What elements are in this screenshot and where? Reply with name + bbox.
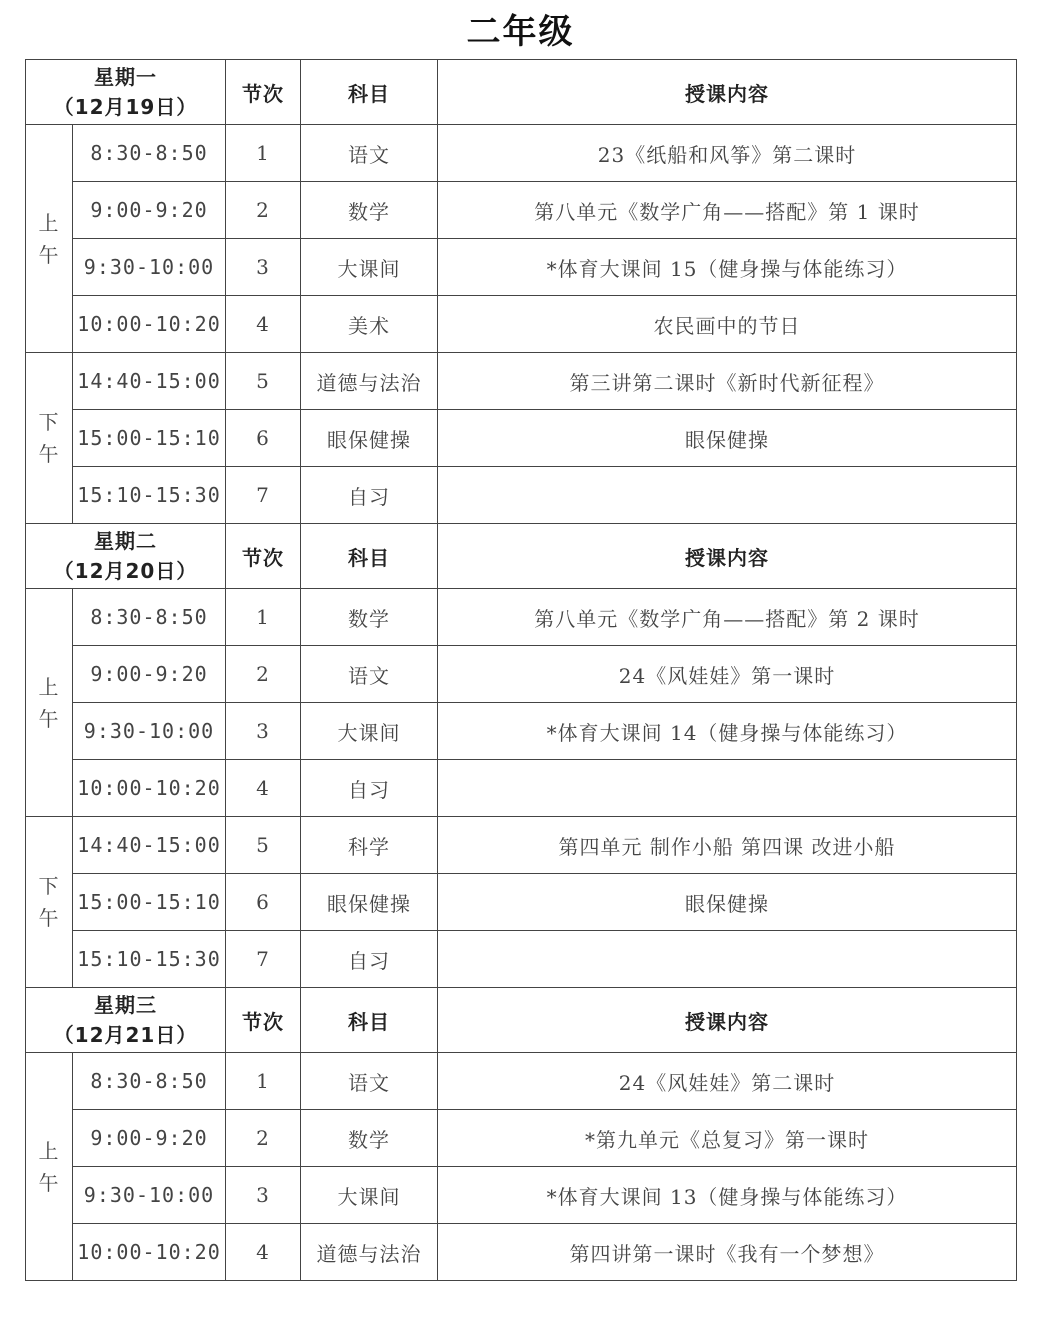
period-cell: 4 [226,760,301,817]
period-cell: 2 [226,1110,301,1167]
period-cell: 5 [226,353,301,410]
time-cell: 8:30-8:50 [73,1053,226,1110]
table-row [26,1167,1017,1224]
period-cell: 3 [226,239,301,296]
table-row [26,353,1017,410]
day-header-row [26,524,1017,589]
period-cell: 3 [226,703,301,760]
period-cell: 2 [226,182,301,239]
content-cell: *体育大课间 15（健身操与体能练习） [438,239,1017,296]
weekday-label: 星期一 [94,65,157,89]
content-cell: 第四讲第一课时《我有一个梦想》 [438,1224,1017,1281]
time-cell: 15:10-15:30 [73,931,226,988]
time-cell: 9:30-10:00 [73,239,226,296]
half-day-cell [26,1053,73,1281]
content-header: 授课内容 [438,60,1017,125]
period-cell: 1 [226,125,301,182]
time-cell: 14:40-15:00 [73,353,226,410]
content-cell: *体育大课间 14（健身操与体能练习） [438,703,1017,760]
content-header: 授课内容 [438,524,1017,589]
subject-header: 科目 [301,60,438,125]
content-cell [438,931,1017,988]
half-day-char: 午 [38,442,60,466]
table-row [26,646,1017,703]
time-cell: 8:30-8:50 [73,125,226,182]
period-cell: 2 [226,646,301,703]
table-row [26,410,1017,467]
period-cell: 6 [226,874,301,931]
subject-header: 科目 [301,988,438,1053]
period-cell: 5 [226,817,301,874]
content-cell [438,467,1017,524]
subject-cell: 数学 [301,589,438,646]
half-day-cell [26,125,73,353]
period-header: 节次 [226,524,301,589]
period-cell: 4 [226,1224,301,1281]
period-cell: 1 [226,1053,301,1110]
table-row [26,182,1017,239]
period-cell: 1 [226,589,301,646]
period-cell: 7 [226,467,301,524]
half-day-cell [26,817,73,988]
day-header-row [26,60,1017,125]
subject-cell: 大课间 [301,239,438,296]
day-date-cell [26,988,226,1053]
time-cell: 15:00-15:10 [73,874,226,931]
time-cell: 9:00-9:20 [73,646,226,703]
weekday-label: 星期二 [94,529,157,553]
content-cell [438,760,1017,817]
subject-cell: 自习 [301,467,438,524]
time-cell: 10:00-10:20 [73,296,226,353]
subject-cell: 自习 [301,760,438,817]
content-cell: 24《风娃娃》第一课时 [438,646,1017,703]
half-day-cell [26,353,73,524]
table-row [26,1053,1017,1110]
half-day-cell [26,589,73,817]
content-cell: 第四单元 制作小船 第四课 改进小船 [438,817,1017,874]
table-row [26,703,1017,760]
content-cell: 农民画中的节日 [438,296,1017,353]
content-cell: *体育大课间 13（健身操与体能练习） [438,1167,1017,1224]
half-day-char: 下 [38,410,60,434]
table-row [26,125,1017,182]
half-day-char: 上 [38,674,60,699]
date-label: （12月20日） [53,559,198,583]
period-cell: 6 [226,410,301,467]
half-day-char: 上 [38,210,60,235]
period-cell: 7 [226,931,301,988]
subject-cell: 道德与法治 [301,353,438,410]
subject-cell: 数学 [301,1110,438,1167]
subject-cell: 眼保健操 [301,410,438,467]
content-cell: 眼保健操 [438,874,1017,931]
content-cell: 第八单元《数学广角——搭配》第 2 课时 [438,589,1017,646]
subject-cell: 大课间 [301,1167,438,1224]
date-label: （12月19日） [53,95,198,119]
time-cell: 10:00-10:20 [73,760,226,817]
half-day-char: 午 [38,706,60,731]
day-date-cell [26,60,226,125]
subject-header: 科目 [301,524,438,589]
time-cell: 9:30-10:00 [73,1167,226,1224]
period-cell: 3 [226,1167,301,1224]
time-cell: 15:00-15:10 [73,410,226,467]
content-cell: 23《纸船和风筝》第二课时 [438,125,1017,182]
content-header: 授课内容 [438,988,1017,1053]
table-row [26,1224,1017,1281]
table-row [26,296,1017,353]
period-header: 节次 [226,60,301,125]
period-cell: 4 [226,296,301,353]
table-row [26,239,1017,296]
table-row [26,467,1017,524]
table-row [26,817,1017,874]
time-cell: 9:00-9:20 [73,1110,226,1167]
subject-cell: 数学 [301,182,438,239]
subject-cell: 科学 [301,817,438,874]
table-row [26,874,1017,931]
time-cell: 9:30-10:00 [73,703,226,760]
half-day-char: 午 [38,242,60,267]
time-cell: 15:10-15:30 [73,467,226,524]
half-day-char: 上 [38,1138,60,1163]
time-cell: 14:40-15:00 [73,817,226,874]
time-cell: 9:00-9:20 [73,182,226,239]
day-date-cell [26,524,226,589]
table-row [26,931,1017,988]
content-cell: 第三讲第二课时《新时代新征程》 [438,353,1017,410]
content-cell: *第九单元《总复习》第一课时 [438,1110,1017,1167]
schedule-table [25,59,1017,1281]
time-cell: 10:00-10:20 [73,1224,226,1281]
day-header-row [26,988,1017,1053]
subject-cell: 眼保健操 [301,874,438,931]
subject-cell: 大课间 [301,703,438,760]
subject-cell: 语文 [301,125,438,182]
date-label: （12月21日） [53,1023,198,1047]
subject-cell: 自习 [301,931,438,988]
content-cell: 24《风娃娃》第二课时 [438,1053,1017,1110]
table-row [26,589,1017,646]
half-day-char: 午 [38,906,60,930]
table-row [26,760,1017,817]
subject-cell: 道德与法治 [301,1224,438,1281]
half-day-char: 下 [38,874,60,898]
table-row [26,1110,1017,1167]
weekday-label: 星期三 [94,993,157,1017]
period-header: 节次 [226,988,301,1053]
subject-cell: 美术 [301,296,438,353]
page-title: 二年级 [466,12,575,52]
content-cell: 眼保健操 [438,410,1017,467]
subject-cell: 语文 [301,1053,438,1110]
half-day-char: 午 [38,1170,60,1195]
subject-cell: 语文 [301,646,438,703]
content-cell: 第八单元《数学广角——搭配》第 1 课时 [438,182,1017,239]
time-cell: 8:30-8:50 [73,589,226,646]
